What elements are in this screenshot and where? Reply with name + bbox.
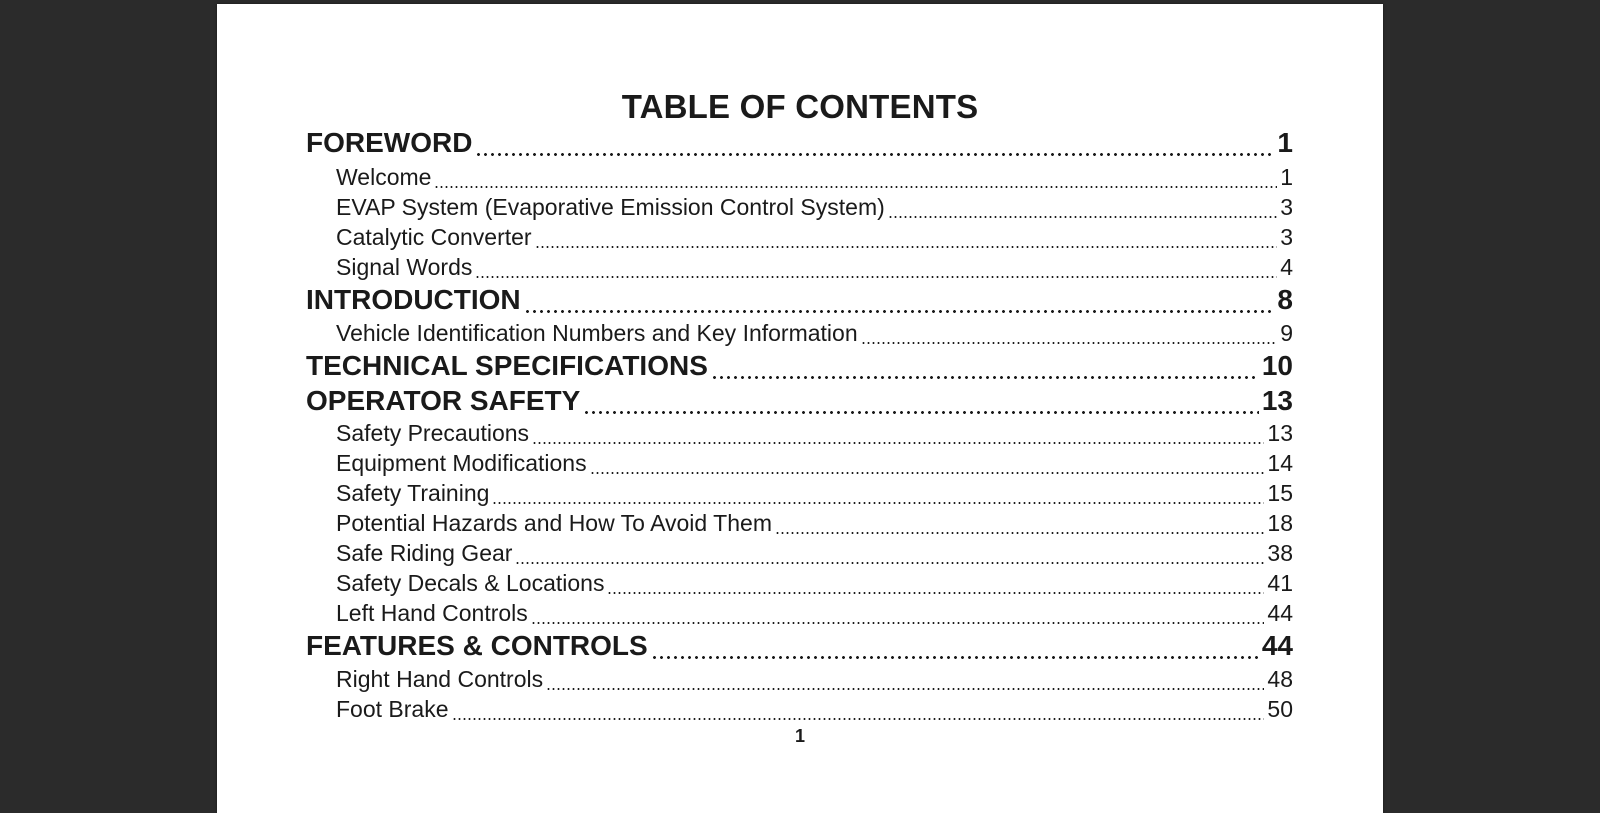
toc-entry-vehicle-identification[interactable] [306,320,1293,350]
toc-entry-page: 15 [1267,480,1293,506]
toc-entry-catalytic-converter[interactable] [306,224,1293,254]
toc-entry-label: Catalytic Converter [336,224,532,250]
toc-entry-label: Safe Riding Gear [336,540,513,566]
toc-entry-page: 1 [1280,164,1293,190]
toc-entry-foreword[interactable] [306,127,1293,161]
document-page [217,4,1383,813]
toc-entry-label: Foot Brake [336,696,449,722]
toc-entry-page: 48 [1267,666,1293,692]
toc-entry-page: 8 [1277,284,1293,315]
toc-entry-equipment-modifications[interactable] [306,450,1293,480]
toc-entry-introduction[interactable] [306,284,1293,318]
toc-entry-label: OPERATOR SAFETY [306,385,581,416]
toc-entry-page: 38 [1267,540,1293,566]
dot-leader [711,350,1259,384]
dot-leader [524,284,1275,318]
toc-entry-potential-hazards[interactable] [306,510,1293,540]
dot-leader [583,385,1259,419]
toc-entry-right-hand-controls[interactable] [306,666,1293,696]
toc-entry-technical-specifications[interactable] [306,350,1293,384]
toc-entry-label: Right Hand Controls [336,666,544,692]
dot-leader [607,570,1264,600]
toc-entry-safety-training[interactable] [306,480,1293,510]
dot-leader [452,696,1265,726]
toc-entry-foot-brake[interactable] [306,696,1293,726]
toc-entry-label: Vehicle Identification Numbers and Key Information [336,320,858,346]
toc-entry-label: Safety Training [336,480,490,506]
dot-leader [531,600,1265,630]
toc-entry-page: 10 [1261,350,1293,381]
toc-entry-page: 1 [1277,127,1293,158]
page-title: TABLE OF CONTENTS [621,88,979,125]
toc-entry-left-hand-controls[interactable] [306,600,1293,630]
dot-leader [546,666,1264,696]
toc-entry-label: Potential Hazards and How To Avoid Them [336,510,772,536]
dot-leader [515,540,1264,570]
toc-entry-page: 41 [1267,570,1293,596]
dot-leader [475,254,1277,284]
dot-leader [590,450,1265,480]
dot-leader [532,420,1264,450]
dot-leader [861,320,1278,350]
toc-entry-features-controls[interactable] [306,630,1293,664]
dot-leader [492,480,1264,510]
toc-entry-operator-safety[interactable] [306,385,1293,419]
toc-entry-page: 50 [1267,696,1293,722]
toc-entry-label: INTRODUCTION [306,284,521,315]
toc-entry-page: 44 [1261,630,1293,661]
dot-leader [651,630,1259,664]
toc-entry-page: 13 [1267,420,1293,446]
toc-entry-page: 18 [1267,510,1293,536]
toc-entry-label: Signal Words [336,254,473,280]
toc-entry-page: 9 [1280,320,1293,346]
toc-entry-label: Left Hand Controls [336,600,528,626]
toc-entry-page: 4 [1280,254,1293,280]
dot-leader [888,194,1277,224]
dot-leader [775,510,1264,540]
toc-entry-safety-decals[interactable] [306,570,1293,600]
toc-entry-page: 44 [1267,600,1293,626]
toc-entry-evap-system[interactable] [306,194,1293,224]
toc-entry-label: FOREWORD [306,127,473,158]
toc-entry-page: 3 [1280,194,1293,220]
toc-entry-page: 13 [1261,385,1293,416]
dot-leader [535,224,1278,254]
toc-entry-welcome[interactable] [306,164,1293,194]
toc-entry-signal-words[interactable] [306,254,1293,284]
toc-entry-label: TECHNICAL SPECIFICATIONS [306,350,708,381]
dot-leader [434,164,1277,194]
toc-entry-page: 3 [1280,224,1293,250]
toc-entry-safe-riding-gear[interactable] [306,540,1293,570]
page-number: 1 [794,726,805,746]
toc-entry-label: FEATURES & CONTROLS [306,630,648,661]
dot-leader [475,127,1274,161]
toc-entry-label: EVAP System (Evaporative Emission Control System) [336,194,885,220]
toc-entry-label: Safety Precautions [336,420,530,446]
toc-entry-label: Welcome [336,164,432,190]
toc-entry-label: Safety Decals & Locations [336,570,605,596]
toc-entry-safety-precautions[interactable] [306,420,1293,450]
toc-entry-label: Equipment Modifications [336,450,587,476]
toc-entry-page: 14 [1267,450,1293,476]
